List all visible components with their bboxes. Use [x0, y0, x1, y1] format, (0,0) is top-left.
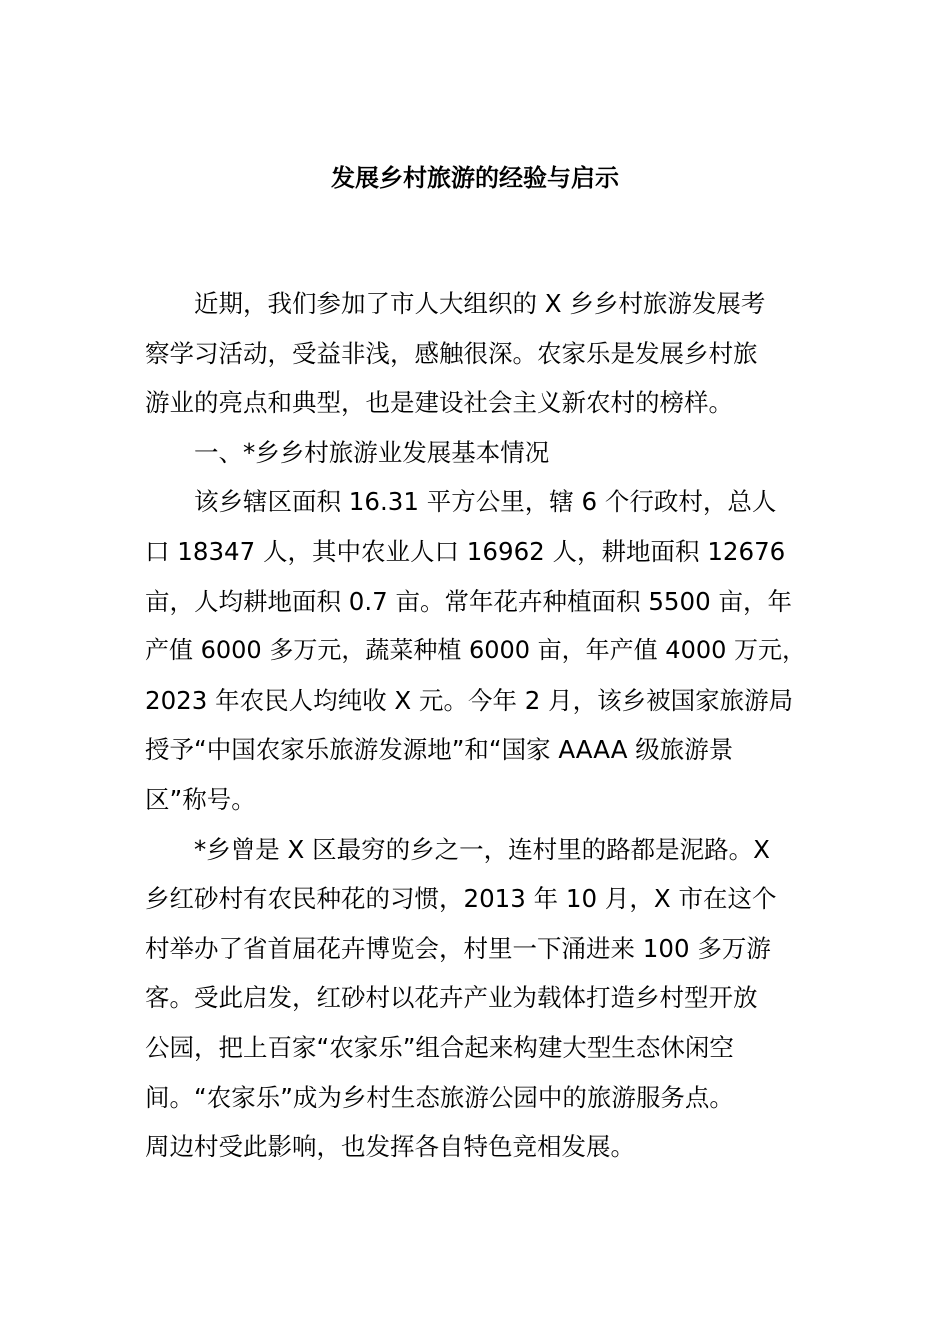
text-line: 产值 6000 多万元，蔬菜种植 6000 亩，年产值 4000 万元，: [145, 636, 807, 665]
text-line: 2023 年农民人均纯收 X 元。今年 2 月，该乡被国家旅游局: [145, 685, 794, 715]
text-line: 乡红砂村有农民种花的习惯，2013 年 10 月，X 市在这个: [145, 884, 777, 914]
document-body: [145, 279, 810, 1172]
text-line: 间。“农家乐”成为乡村生态旅游公园中的旅游服务点。: [145, 1082, 734, 1112]
text-line: 游业的亮点和典型，也是建设社会主义新农村的榜样。: [145, 388, 733, 418]
section-heading: 一、*乡乡村旅游业发展基本情况: [194, 437, 550, 467]
text-line: 近期，我们参加了市人大组织的 X 乡乡村旅游发展考: [194, 289, 766, 318]
text-line: 口 18347 人，其中农业人口 16962 人，耕地面积 12676: [145, 536, 786, 566]
document-title: 发展乡村旅游的经验与启示: [331, 164, 619, 192]
text-line: 亩，人均耕地面积 0.7 亩。常年花卉种植面积 5500 亩，年: [145, 586, 792, 616]
text-line: *乡曾是 X 区最穷的乡之一，连村里的路都是泥路。X: [194, 834, 770, 864]
text-line: 授予“中国农家乐旅游发源地”和“国家 AAAA 级旅游景: [145, 735, 734, 765]
text-line: 村举办了省首届花卉博览会，村里一下涌进来 100 多万游: [145, 933, 771, 963]
text-line: 客。受此启发，红砂村以花卉产业为载体打造乡村型开放: [145, 983, 758, 1013]
text-line: 区”称号。: [145, 784, 256, 814]
text-line: 察学习活动，受益非浅，感触很深。农家乐是发展乡村旅: [145, 338, 758, 368]
text-line: 周边村受此影响，也发挥各自特色竞相发展。: [145, 1132, 635, 1162]
text-line: 公园，把上百家“农家乐”组合起来构建大型生态休闲空: [145, 1032, 734, 1062]
text-line: 该乡辖区面积 16.31 平方公里，辖 6 个行政村，总人: [194, 487, 777, 517]
